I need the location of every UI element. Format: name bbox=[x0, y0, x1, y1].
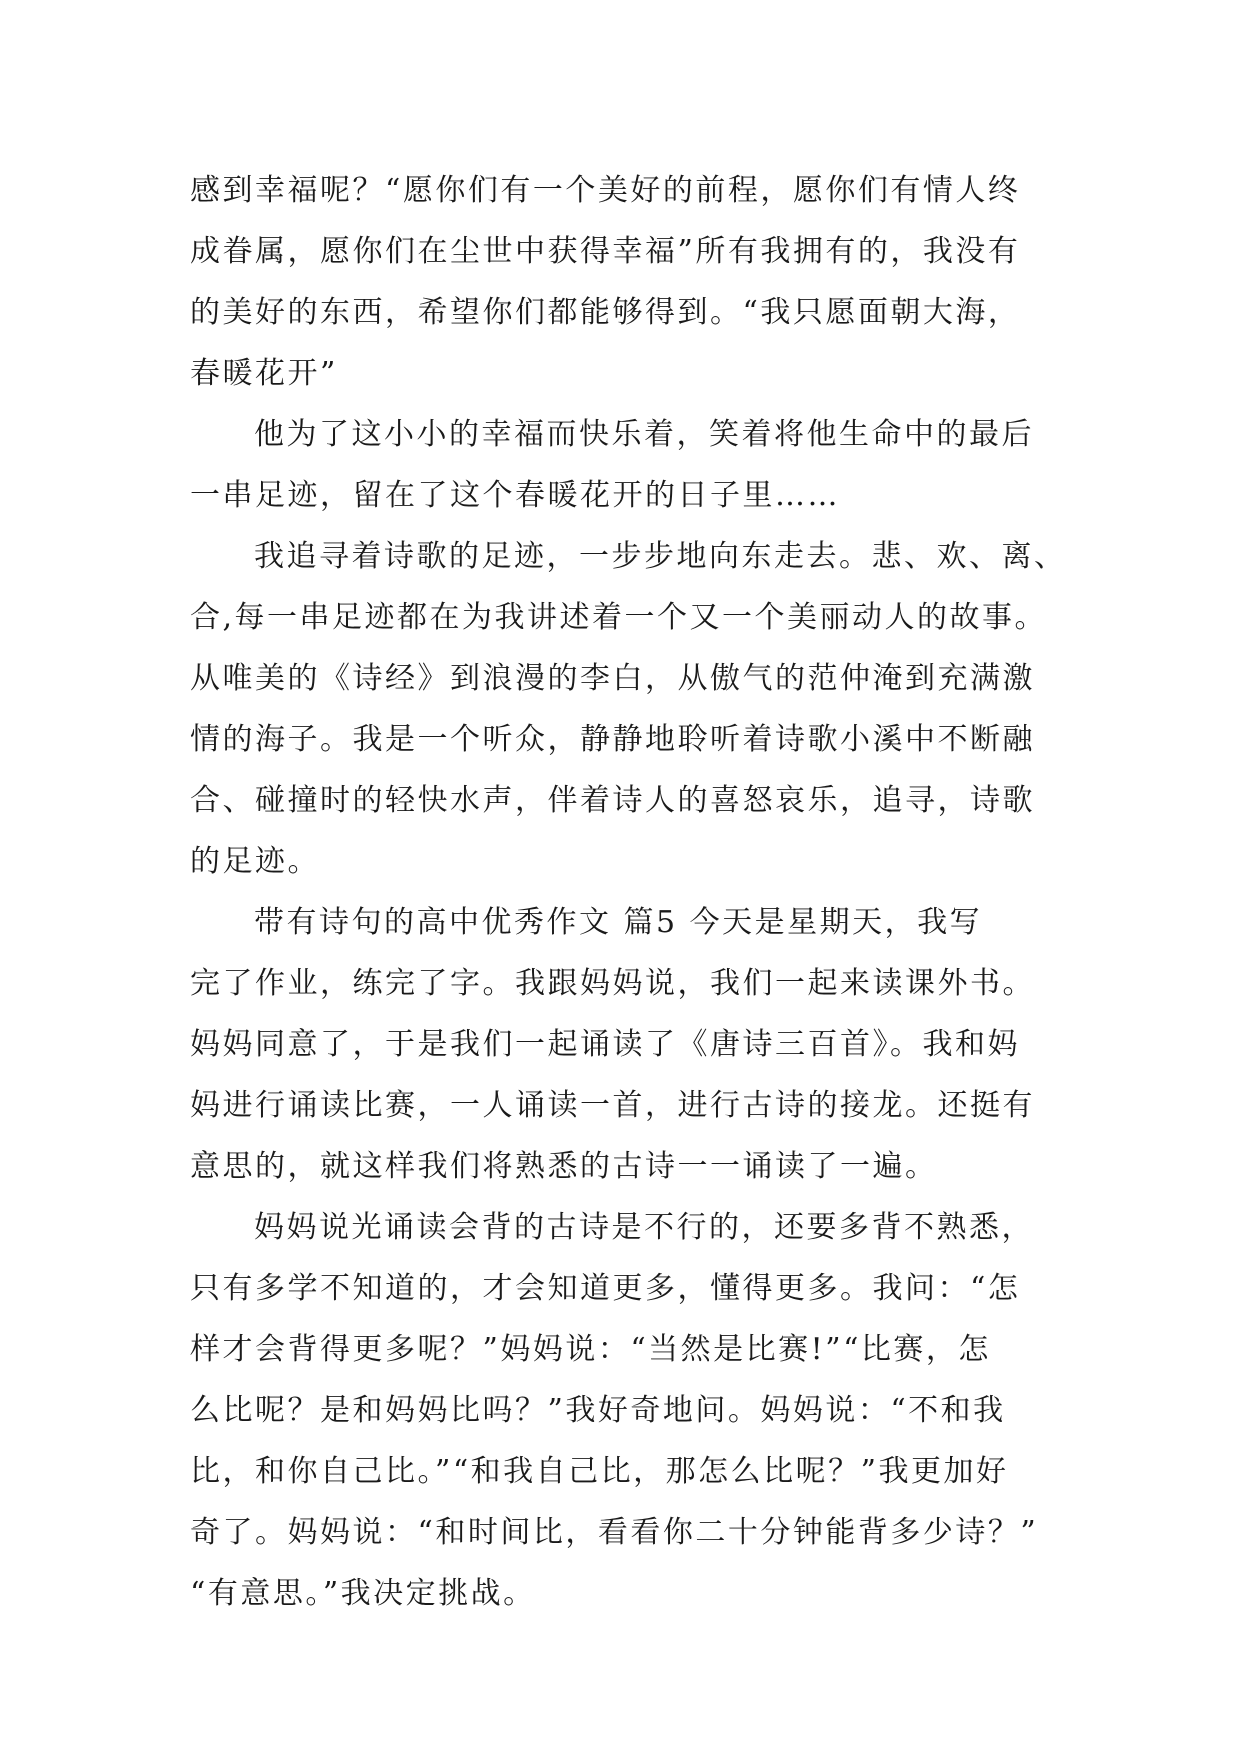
text-line: 妈进行诵读比赛，一人诵读一首，进行古诗的接龙。还挺有 bbox=[190, 1088, 1035, 1123]
text-line: 只有多学不知道的，才会知道更多，懂得更多。我问：“怎 bbox=[190, 1271, 1021, 1306]
text-line: 意思的，就这样我们将熟悉的古诗一一诵读了一遍。 bbox=[190, 1149, 938, 1184]
text-line: 样才会背得更多呢？”妈妈说：“当然是比赛!”“比赛，怎 bbox=[190, 1332, 991, 1367]
text-line: 合、碰撞时的轻快水声，伴着诗人的喜怒哀乐，追寻，诗歌 bbox=[190, 783, 1035, 818]
text-line: 比，和你自己比。”“和我自己比，那怎么比呢？”我更加好 bbox=[190, 1454, 1009, 1489]
text-line: 我追寻着诗歌的足迹，一步步地向东走去。悲、欢、离、 bbox=[254, 539, 1067, 574]
text-line: 妈妈说光诵读会背的古诗是不行的，还要多背不熟悉， bbox=[254, 1210, 1034, 1245]
text-line: 带有诗句的高中优秀作文 篇5 今天是星期天，我写 bbox=[254, 905, 983, 940]
text-line: 一串足迹，留在了这个春暖花开的日子里…… bbox=[190, 478, 840, 513]
text-line: 么比呢？是和妈妈比吗？”我好奇地问。妈妈说：“不和我 bbox=[190, 1393, 1006, 1428]
text-line: 妈妈同意了，于是我们一起诵读了《唐诗三百首》。我和妈 bbox=[190, 1027, 1020, 1062]
text-line: 情的海子。我是一个听众，静静地聆听着诗歌小溪中不断融 bbox=[190, 722, 1035, 757]
text-line: 他为了这小小的幸福而快乐着，笑着将他生命中的最后 bbox=[254, 417, 1034, 452]
text-line: 感到幸福呢？“愿你们有一个美好的前程，愿你们有情人终 bbox=[190, 173, 1021, 208]
text-line: “有意思。”我决定挑战。 bbox=[190, 1576, 536, 1611]
text-line: 完了作业，练完了字。我跟妈妈说，我们一起来读课外书。 bbox=[190, 966, 1035, 1001]
text-line: 的美好的东西，希望你们都能够得到。“我只愿面朝大海， bbox=[190, 295, 1021, 330]
text-line: 奇了。妈妈说：“和时间比，看看你二十分钟能背多少诗？” bbox=[190, 1515, 1039, 1550]
document-body bbox=[190, 160, 1080, 1624]
text-line: 合,每一串足迹都在为我讲述着一个又一个美丽动人的故事。 bbox=[190, 600, 1048, 635]
text-line: 的足迹。 bbox=[190, 844, 320, 879]
text-line: 从唯美的《诗经》到浪漫的李白，从傲气的范仲淹到充满激 bbox=[190, 661, 1035, 696]
text-line: 成眷属，愿你们在尘世中获得幸福”所有我拥有的，我没有 bbox=[190, 234, 1021, 269]
text-line: 春暖花开” bbox=[190, 356, 338, 391]
